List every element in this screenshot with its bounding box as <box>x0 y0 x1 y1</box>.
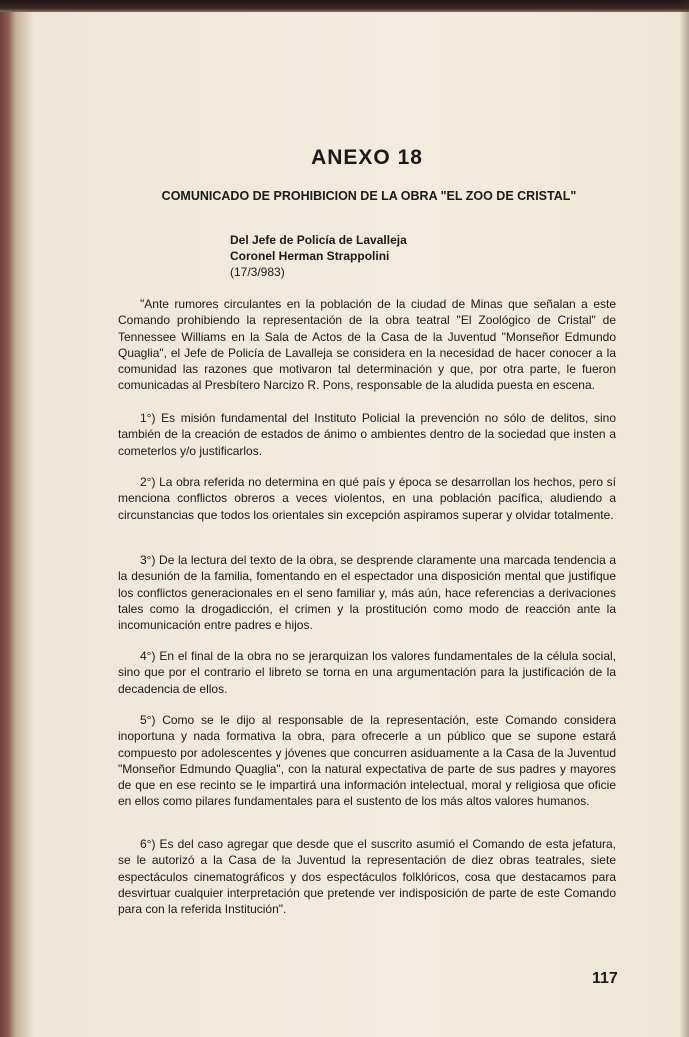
paragraph-1: 1°) Es misión fundamental del Instituto Policial la prevención no sólo de delitos, sino también de la creación de estados de ánimo o ambientes dentro de la sociedad que insten a cometerlos y/o justificarlos. <box>118 411 616 458</box>
document-date: (17/3/983) <box>230 265 285 279</box>
page-number: 117 <box>592 970 618 987</box>
author-line-2: Coronel Herman Strappolini <box>230 249 390 263</box>
paragraph-5: 5°) Como se le dijo al responsable de la representación, este Comando considera inoportuna y nada formativa la obra, para ofrecerle a un público que se supone estará compuesto por adolescentes y jóvenes que concurren asiduamente a la Casa de la Juventud "Monseñor Edmundo Quaglia", con la natural expectativa de parte de sus padres y mayores de que en ese recinto se le impartirá una información intelectual, moral y religiosa que oficie en ellos como pilares fundamentales para el sustento de los más altos valores humanos. <box>118 713 616 809</box>
author-line-1: Del Jefe de Policía de Lavalleja <box>230 233 407 247</box>
page-content <box>118 0 616 1037</box>
paragraph-4: 4°) En el final de la obra no se jerarquizan los valores fundamentales de la célula social, sino que por el contrario el libreto se torna en una argumentación para la justificación de la decadencia de ellos. <box>118 649 616 696</box>
annex-subtitle: COMUNICADO DE PROHIBICION DE LA OBRA "EL ZOO DE CRISTAL" <box>161 189 577 203</box>
annex-title: ANEXO 18 <box>311 146 423 169</box>
page-right-shadow <box>679 0 689 1037</box>
paragraph-3: 3°) De la lectura del texto de la obra, se desprende claramente una marcada tendencia a la desunión de la familia, fomentando en el espectador una disposición mental que justifique los conflictos generacionales en el seno familiar y, más aún, hace referencias a derivaciones tales como la drogadicción, el crimen y la prostitución como modo de reacción ante la incomunicación entre padres e hijos. <box>118 553 616 633</box>
author-block <box>230 232 407 280</box>
paragraph-6: 6°) Es del caso agregar que desde que el suscrito asumió el Comando de esta jefatura, se le autorizó a la Casa de la Juventud la representación de diez obras teatrales, siete espectáculos cinematográficos y dos espectáculos folklóricos, cosa que destacamos para desvirtuar cualquier interpretación que pretende ver indisposición de parte de este Comando para con la referida Institución". <box>118 837 616 917</box>
paragraph-2: 2°) La obra referida no determina en qué país y época se desarrollan los hechos, pero sí menciona conflictos obreros a veces violentos, en una población pacífica, aludiendo a circunstancias que todos los orientales sin excepción aspiramos superar y olvidar totalmente. <box>118 475 616 522</box>
paragraph-intro: "Ante rumores circulantes en la población de la ciudad de Minas que señalan a este Comando prohibiendo la representación de la obra teatral "El Zoológico de Cristal" de Tennessee Williams en la Sala de Actos de la Casa de la Juventud "Monseñor Edmundo Quaglia", el Jefe de Policía de Lavalleja se considera en la necesidad de hacer conocer a la comunidad las razones que motivaron tal determinación y que, por otra parte, le fueron comunicadas al Presbítero Narcizo R. Pons, responsable de la aludida puesta en escena. <box>118 297 616 393</box>
